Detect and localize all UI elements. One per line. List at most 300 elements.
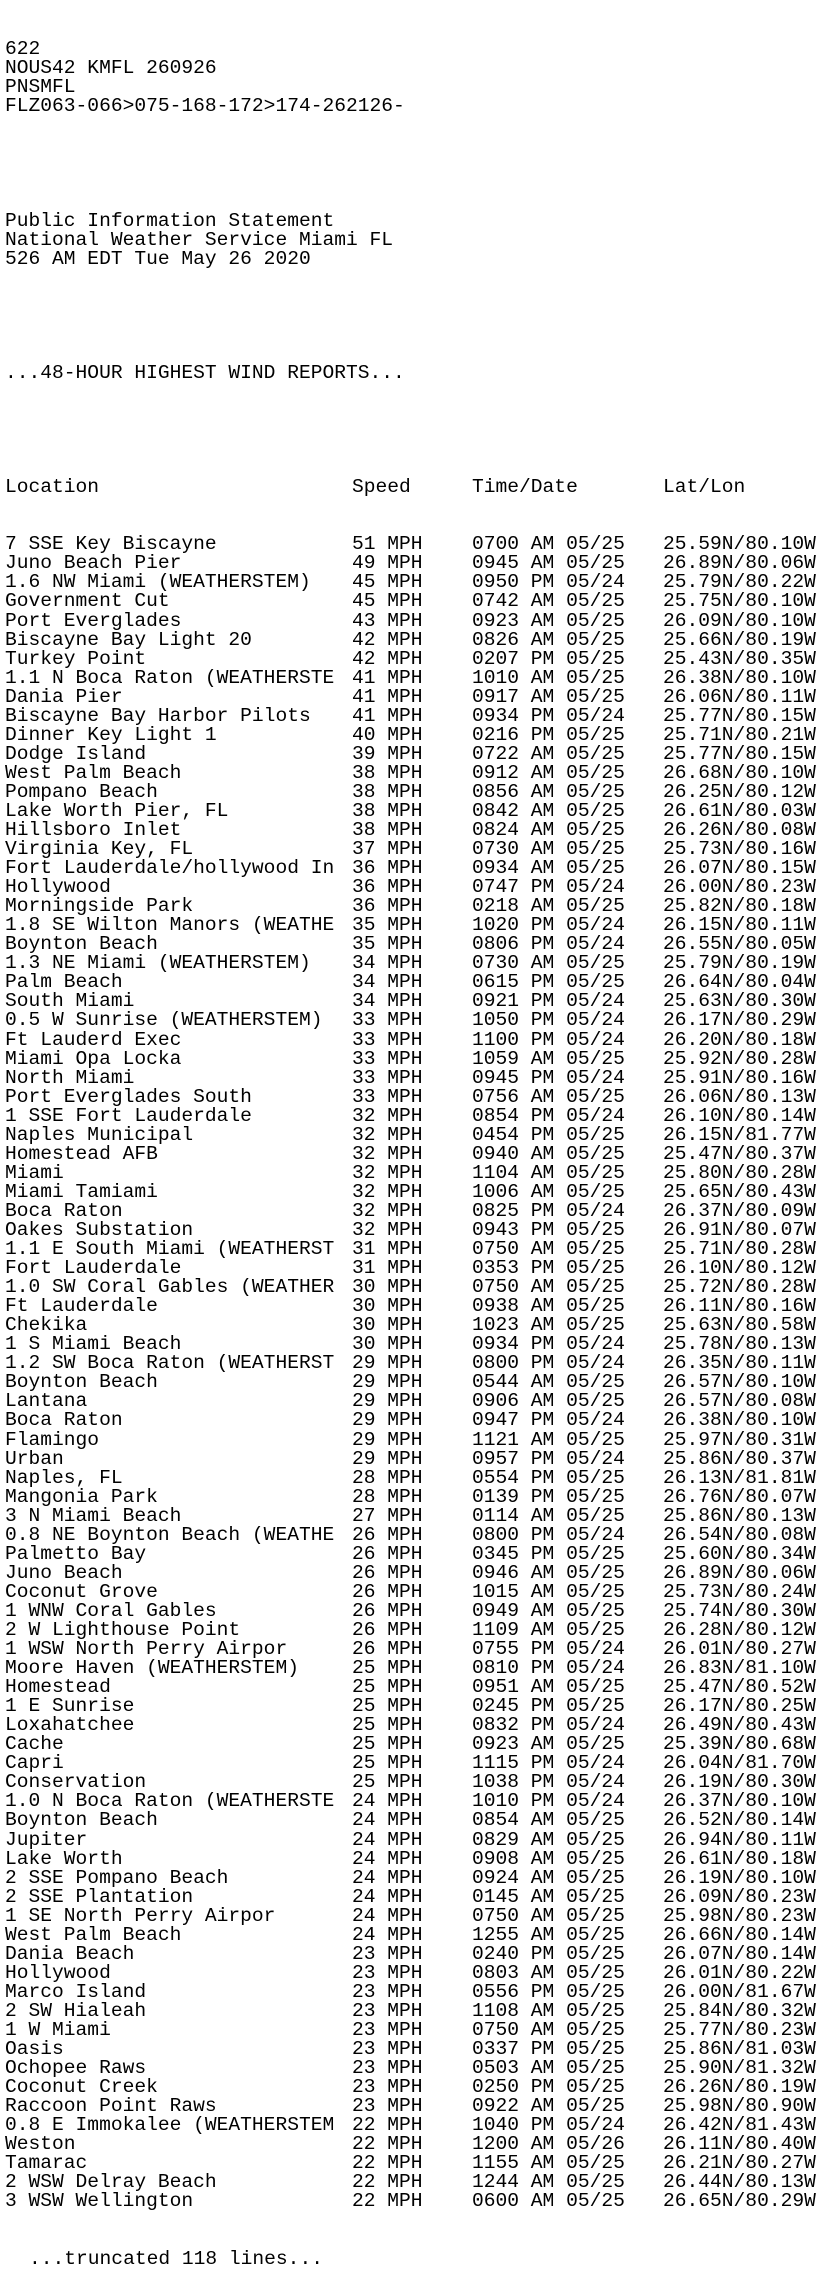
speed-cell: 23 MPH <box>352 1942 423 1965</box>
time-date-cell: 0454 PM 05/25 <box>472 1123 625 1146</box>
time-date-cell: 0917 AM 05/25 <box>472 685 625 708</box>
speed-cell: 24 MPH <box>352 1790 423 1813</box>
time-date-cell: 0806 PM 05/24 <box>472 933 625 956</box>
time-date-cell: 0826 AM 05/25 <box>472 628 625 651</box>
lat-lon-cell: 26.89N/80.06W <box>663 1561 816 1584</box>
lat-lon-cell: 25.82N/80.18W <box>663 895 816 918</box>
location-cell: Biscayne Bay Harbor Pilots <box>5 704 311 727</box>
lat-lon-cell: 26.17N/80.29W <box>663 1009 816 1032</box>
table-row <box>5 647 816 670</box>
speed-cell: 29 MPH <box>352 1409 423 1432</box>
speed-cell: 26 MPH <box>352 1638 423 1661</box>
location-cell: 1 W Miami <box>5 2018 111 2041</box>
speed-cell: 25 MPH <box>352 1733 423 1756</box>
location-cell: Cache <box>5 1733 64 1756</box>
statement-line: 526 AM EDT Tue May 26 2020 <box>5 247 311 270</box>
time-date-cell: 0139 PM 05/25 <box>472 1485 625 1508</box>
speed-cell: 24 MPH <box>352 1923 423 1946</box>
statement-line: Public Information Statement <box>5 209 335 232</box>
lat-lon-cell: 26.11N/80.40W <box>663 2133 816 2156</box>
lat-lon-cell: 25.63N/80.58W <box>663 1314 816 1337</box>
location-cell: 1 S Miami Beach <box>5 1333 182 1356</box>
location-cell: 1.6 NW Miami (WEATHERSTEM) <box>5 571 311 594</box>
table-row <box>5 1447 816 1470</box>
time-date-cell: 0923 AM 05/25 <box>472 1733 625 1756</box>
speed-cell: 25 MPH <box>352 1695 423 1718</box>
lat-lon-cell: 26.52N/80.14W <box>663 1809 816 1832</box>
speed-cell: 31 MPH <box>352 1257 423 1280</box>
location-cell: Lake Worth <box>5 1847 123 1870</box>
time-date-cell: 0245 PM 05/25 <box>472 1695 625 1718</box>
table-row <box>5 1542 816 1565</box>
lat-lon-cell: 25.79N/80.19W <box>663 952 816 975</box>
lat-lon-cell: 25.86N/80.13W <box>663 1504 816 1527</box>
table-row <box>5 2076 816 2099</box>
header-line: PNSMFL <box>5 76 76 99</box>
lat-lon-cell: 26.44N/80.13W <box>663 2171 816 2194</box>
location-cell: 1 E Sunrise <box>5 1695 135 1718</box>
speed-cell: 32 MPH <box>352 1104 423 1127</box>
location-cell: 1 SSE Fort Lauderdale <box>5 1104 252 1127</box>
location-cell: West Palm Beach <box>5 761 182 784</box>
speed-cell: 34 MPH <box>352 971 423 994</box>
lat-lon-cell: 26.37N/80.09W <box>663 1199 816 1222</box>
lat-lon-cell: 25.73N/80.24W <box>663 1580 816 1603</box>
location-cell: 3 WSW Wellington <box>5 2190 194 2213</box>
lat-lon-cell: 26.10N/80.12W <box>663 1257 816 1280</box>
column-lat-lon: Lat/Lon <box>663 476 746 499</box>
location-cell: Government Cut <box>5 590 170 613</box>
speed-cell: 24 MPH <box>352 1809 423 1832</box>
time-date-cell: 1006 AM 05/25 <box>472 1180 625 1203</box>
time-date-cell: 0945 PM 05/24 <box>472 1066 625 1089</box>
speed-cell: 41 MPH <box>352 685 423 708</box>
time-date-cell: 0218 AM 05/25 <box>472 895 625 918</box>
location-cell: Juno Beach <box>5 1561 123 1584</box>
table-row <box>5 2038 816 2061</box>
header-line: NOUS42 KMFL 260926 <box>5 57 217 80</box>
table-row <box>5 1866 816 1889</box>
speed-cell: 29 MPH <box>352 1371 423 1394</box>
time-date-cell: 0750 AM 05/25 <box>472 1276 625 1299</box>
location-cell: 2 SSE Plantation <box>5 1885 194 1908</box>
speed-cell: 22 MPH <box>352 2171 423 2194</box>
table-row <box>5 2171 816 2194</box>
lat-lon-cell: 26.83N/81.10W <box>663 1657 816 1680</box>
lat-lon-cell: 26.42N/81.43W <box>663 2114 816 2137</box>
time-date-cell: 1115 PM 05/24 <box>472 1752 625 1775</box>
lat-lon-cell: 25.63N/80.30W <box>663 990 816 1013</box>
table-row <box>5 1942 816 1965</box>
location-cell: Dania Beach <box>5 1942 135 1965</box>
product-header <box>5 40 405 116</box>
speed-cell: 26 MPH <box>352 1542 423 1565</box>
lat-lon-cell: 25.77N/80.15W <box>663 742 816 765</box>
speed-cell: 29 MPH <box>352 1447 423 1470</box>
table-row <box>5 1885 816 1908</box>
location-cell: Raccoon Point Raws <box>5 2095 217 2118</box>
speed-cell: 26 MPH <box>352 1523 423 1546</box>
speed-cell: 35 MPH <box>352 914 423 937</box>
location-cell: Hillsboro Inlet <box>5 819 182 842</box>
speed-cell: 45 MPH <box>352 590 423 613</box>
time-date-cell: 1010 PM 05/24 <box>472 1790 625 1813</box>
location-cell: Coconut Creek <box>5 2076 158 2099</box>
location-cell: Palmetto Bay <box>5 1542 147 1565</box>
lat-lon-cell: 25.86N/81.03W <box>663 2038 816 2061</box>
location-cell: Chekika <box>5 1314 88 1337</box>
time-date-cell: 0951 AM 05/25 <box>472 1676 625 1699</box>
table-row <box>5 2190 816 2213</box>
time-date-cell: 1121 AM 05/25 <box>472 1428 625 1451</box>
time-date-cell: 1244 AM 05/25 <box>472 2171 625 2194</box>
location-cell: Boca Raton <box>5 1199 123 1222</box>
speed-cell: 30 MPH <box>352 1295 423 1318</box>
lat-lon-cell: 25.43N/80.35W <box>663 647 816 670</box>
speed-cell: 23 MPH <box>352 2095 423 2118</box>
table-row <box>5 1828 816 1851</box>
table-row <box>5 1485 816 1508</box>
location-cell: Pompano Beach <box>5 780 158 803</box>
table-row <box>5 1466 816 1489</box>
time-date-cell: 0938 AM 05/25 <box>472 1295 625 1318</box>
speed-cell: 32 MPH <box>352 1123 423 1146</box>
speed-cell: 32 MPH <box>352 1199 423 1222</box>
location-cell: 0.8 E Immokalee (WEATHERSTEM <box>5 2114 335 2137</box>
time-date-cell: 0207 PM 05/25 <box>472 647 625 670</box>
location-cell: 1 WSW North Perry Airpor <box>5 1638 288 1661</box>
speed-cell: 34 MPH <box>352 952 423 975</box>
speed-cell: 23 MPH <box>352 1980 423 2003</box>
time-date-cell: 0503 AM 05/25 <box>472 2057 625 2080</box>
table-row <box>5 1504 816 1527</box>
lat-lon-cell: 25.72N/80.28W <box>663 1276 816 1299</box>
location-cell: 1.8 SE Wilton Manors (WEATHE <box>5 914 335 937</box>
lat-lon-cell: 26.00N/80.23W <box>663 876 816 899</box>
time-date-cell: 0240 PM 05/25 <box>472 1942 625 1965</box>
speed-cell: 32 MPH <box>352 1161 423 1184</box>
lat-lon-cell: 26.09N/80.23W <box>663 1885 816 1908</box>
location-cell: Biscayne Bay Light 20 <box>5 628 252 651</box>
lat-lon-cell: 25.91N/80.16W <box>663 1066 816 1089</box>
time-date-cell: 1023 AM 05/25 <box>472 1314 625 1337</box>
lat-lon-cell: 26.54N/80.08W <box>663 1523 816 1546</box>
location-cell: 0.5 W Sunrise (WEATHERSTEM) <box>5 1009 323 1032</box>
table-row <box>5 1980 816 2003</box>
lat-lon-cell: 25.98N/80.23W <box>663 1904 816 1927</box>
time-date-cell: 0934 AM 05/25 <box>472 857 625 880</box>
lat-lon-cell: 26.26N/80.08W <box>663 819 816 842</box>
lat-lon-cell: 26.94N/80.11W <box>663 1828 816 1851</box>
location-cell: Urban <box>5 1447 64 1470</box>
location-cell: Marco Island <box>5 1980 147 2003</box>
time-date-cell: 0921 PM 05/24 <box>472 990 625 1013</box>
speed-cell: 39 MPH <box>352 742 423 765</box>
table-row <box>5 1714 816 1737</box>
table-row <box>5 1085 816 1108</box>
lat-lon-cell: 26.13N/81.81W <box>663 1466 816 1489</box>
speed-cell: 22 MPH <box>352 2133 423 2156</box>
report-title: ...48-HOUR HIGHEST WIND REPORTS... <box>5 361 405 384</box>
time-date-cell: 0750 AM 05/25 <box>472 1238 625 1261</box>
time-date-cell: 0145 AM 05/25 <box>472 1885 625 1908</box>
lat-lon-cell: 25.78N/80.13W <box>663 1333 816 1356</box>
location-cell: Conservation <box>5 1771 147 1794</box>
time-date-cell: 1109 AM 05/25 <box>472 1618 625 1641</box>
location-cell: Oasis <box>5 2038 64 2061</box>
speed-cell: 51 MPH <box>352 533 423 556</box>
time-date-cell: 1100 PM 05/24 <box>472 1028 625 1051</box>
speed-cell: 36 MPH <box>352 857 423 880</box>
wind-report-document <box>5 2 816 2288</box>
location-cell: Flamingo <box>5 1428 100 1451</box>
table-row <box>5 2057 816 2080</box>
speed-cell: 23 MPH <box>352 1961 423 1984</box>
time-date-cell: 0945 AM 05/25 <box>472 552 625 575</box>
speed-cell: 42 MPH <box>352 647 423 670</box>
speed-cell: 28 MPH <box>352 1485 423 1508</box>
table-row <box>5 2133 816 2156</box>
table-row <box>5 1028 816 1051</box>
time-date-cell: 0829 AM 05/25 <box>472 1828 625 1851</box>
lat-lon-cell: 26.26N/80.19W <box>663 2076 816 2099</box>
speed-cell: 25 MPH <box>352 1676 423 1699</box>
time-date-cell: 1020 PM 05/24 <box>472 914 625 937</box>
location-cell: 1.0 N Boca Raton (WEATHERSTE <box>5 1790 335 1813</box>
time-date-cell: 0947 PM 05/24 <box>472 1409 625 1432</box>
speed-cell: 35 MPH <box>352 933 423 956</box>
truncation-note: ...truncated 118 lines... <box>29 2247 323 2270</box>
speed-cell: 43 MPH <box>352 609 423 632</box>
location-cell: 2 SW Hialeah <box>5 1999 147 2022</box>
table-row <box>5 1923 816 1946</box>
speed-cell: 41 MPH <box>352 666 423 689</box>
table-row <box>5 1428 816 1451</box>
lat-lon-cell: 26.38N/80.10W <box>663 666 816 689</box>
time-date-cell: 0940 AM 05/25 <box>472 1142 625 1165</box>
location-cell: Miami <box>5 1161 64 1184</box>
speed-cell: 23 MPH <box>352 2018 423 2041</box>
lat-lon-cell: 26.57N/80.08W <box>663 1390 816 1413</box>
header-line: FLZ063-066>075-168-172>174-262126- <box>5 95 405 118</box>
lat-lon-cell: 26.19N/80.30W <box>663 1771 816 1794</box>
time-date-cell: 0114 AM 05/25 <box>472 1504 625 1527</box>
time-date-cell: 0810 PM 05/24 <box>472 1657 625 1680</box>
location-cell: 1 WNW Coral Gables <box>5 1599 217 1622</box>
time-date-cell: 1059 AM 05/25 <box>472 1047 625 1070</box>
time-date-cell: 0912 AM 05/25 <box>472 761 625 784</box>
speed-cell: 23 MPH <box>352 1999 423 2022</box>
time-date-cell: 0906 AM 05/25 <box>472 1390 625 1413</box>
table-row <box>5 1733 816 1756</box>
time-date-cell: 0946 AM 05/25 <box>472 1561 625 1584</box>
speed-cell: 25 MPH <box>352 1771 423 1794</box>
location-cell: North Miami <box>5 1066 135 1089</box>
location-cell: Port Everglades <box>5 609 182 632</box>
lat-lon-cell: 25.74N/80.30W <box>663 1599 816 1622</box>
location-cell: Fort Lauderdale/hollywood In <box>5 857 335 880</box>
speed-cell: 37 MPH <box>352 838 423 861</box>
speed-cell: 36 MPH <box>352 895 423 918</box>
speed-cell: 22 MPH <box>352 2114 423 2137</box>
lat-lon-cell: 26.07N/80.15W <box>663 857 816 880</box>
speed-cell: 29 MPH <box>352 1352 423 1375</box>
table-row <box>5 1047 816 1070</box>
location-cell: Boynton Beach <box>5 1371 158 1394</box>
time-date-cell: 0730 AM 05/25 <box>472 838 625 861</box>
location-cell: 1.1 E South Miami (WEATHERST <box>5 1238 335 1261</box>
lat-lon-cell: 25.73N/80.16W <box>663 838 816 861</box>
table-row <box>5 723 816 746</box>
time-date-cell: 1038 PM 05/24 <box>472 1771 625 1794</box>
table-row <box>5 2018 816 2041</box>
lat-lon-cell: 25.98N/80.90W <box>663 2095 816 2118</box>
location-cell: Boynton Beach <box>5 933 158 956</box>
lat-lon-cell: 25.90N/81.32W <box>663 2057 816 2080</box>
speed-cell: 33 MPH <box>352 1047 423 1070</box>
location-cell: Naples, FL <box>5 1466 123 1489</box>
time-date-cell: 0216 PM 05/25 <box>472 723 625 746</box>
speed-cell: 28 MPH <box>352 1466 423 1489</box>
lat-lon-cell: 26.57N/80.10W <box>663 1371 816 1394</box>
speed-cell: 38 MPH <box>352 819 423 842</box>
location-cell: Moore Haven (WEATHERSTEM) <box>5 1657 299 1680</box>
speed-cell: 24 MPH <box>352 1847 423 1870</box>
lat-lon-cell: 26.64N/80.04W <box>663 971 816 994</box>
location-cell: Port Everglades South <box>5 1085 252 1108</box>
table-row <box>5 2114 816 2137</box>
lat-lon-cell: 26.61N/80.03W <box>663 799 816 822</box>
speed-cell: 26 MPH <box>352 1599 423 1622</box>
time-date-cell: 0337 PM 05/25 <box>472 2038 625 2061</box>
statement-line: National Weather Service Miami FL <box>5 228 394 251</box>
lat-lon-cell: 26.66N/80.14W <box>663 1923 816 1946</box>
location-cell: Dodge Island <box>5 742 147 765</box>
lat-lon-cell: 26.89N/80.06W <box>663 552 816 575</box>
table-row <box>5 590 816 613</box>
speed-cell: 40 MPH <box>352 723 423 746</box>
location-cell: Jupiter <box>5 1828 88 1851</box>
time-date-cell: 0825 PM 05/24 <box>472 1199 625 1222</box>
speed-cell: 41 MPH <box>352 704 423 727</box>
speed-cell: 25 MPH <box>352 1752 423 1775</box>
time-date-cell: 0756 AM 05/25 <box>472 1085 625 1108</box>
location-cell: 1.3 NE Miami (WEATHERSTEM) <box>5 952 311 975</box>
table-row <box>5 666 816 689</box>
table-row <box>5 1104 816 1127</box>
time-date-cell: 0730 AM 05/25 <box>472 952 625 975</box>
location-cell: 1.2 SW Boca Raton (WEATHERST <box>5 1352 335 1375</box>
time-date-cell: 0747 PM 05/24 <box>472 876 625 899</box>
lat-lon-cell: 25.59N/80.10W <box>663 533 816 556</box>
location-cell: South Miami <box>5 990 135 1013</box>
time-date-cell: 0949 AM 05/25 <box>472 1599 625 1622</box>
table-row <box>5 1904 816 1927</box>
time-date-cell: 1200 AM 05/26 <box>472 2133 625 2156</box>
time-date-cell: 0615 PM 05/25 <box>472 971 625 994</box>
table-row <box>5 1123 816 1146</box>
table-row <box>5 1142 816 1165</box>
location-cell: Dania Pier <box>5 685 123 708</box>
speed-cell: 33 MPH <box>352 1085 423 1108</box>
lat-lon-cell: 25.65N/80.43W <box>663 1180 816 1203</box>
lat-lon-cell: 26.06N/80.11W <box>663 685 816 708</box>
table-row <box>5 1847 816 1870</box>
lat-lon-cell: 25.86N/80.37W <box>663 1447 816 1470</box>
report-table-body <box>5 533 816 2213</box>
speed-cell: 42 MPH <box>352 628 423 651</box>
time-date-cell: 0554 PM 05/25 <box>472 1466 625 1489</box>
location-cell: Lantana <box>5 1390 88 1413</box>
location-cell: 7 SSE Key Biscayne <box>5 533 217 556</box>
lat-lon-cell: 26.15N/80.11W <box>663 914 816 937</box>
speed-cell: 26 MPH <box>352 1580 423 1603</box>
location-cell: Hollywood <box>5 1961 111 1984</box>
table-row <box>5 628 816 651</box>
location-cell: Turkey Point <box>5 647 147 670</box>
lat-lon-cell: 26.37N/80.10W <box>663 1790 816 1813</box>
time-date-cell: 0854 AM 05/25 <box>472 1809 625 1832</box>
speed-cell: 26 MPH <box>352 1618 423 1641</box>
lat-lon-cell: 25.84N/80.32W <box>663 1999 816 2022</box>
speed-cell: 22 MPH <box>352 2190 423 2213</box>
location-cell: Homestead AFB <box>5 1142 158 1165</box>
time-date-cell: 0750 AM 05/25 <box>472 1904 625 1927</box>
lat-lon-cell: 25.97N/80.31W <box>663 1428 816 1451</box>
location-cell: Palm Beach <box>5 971 123 994</box>
time-date-cell: 1010 AM 05/25 <box>472 666 625 689</box>
time-date-cell: 0722 AM 05/25 <box>472 742 625 765</box>
column-speed: Speed <box>352 476 411 499</box>
lat-lon-cell: 26.15N/81.77W <box>663 1123 816 1146</box>
location-cell: Boca Raton <box>5 1409 123 1432</box>
location-cell: Capri <box>5 1752 64 1775</box>
location-cell: Mangonia Park <box>5 1485 158 1508</box>
header-line: 622 <box>5 38 41 61</box>
time-date-cell: 0957 PM 05/24 <box>472 1447 625 1470</box>
location-cell: West Palm Beach <box>5 1923 182 1946</box>
location-cell: 2 SSE Pompano Beach <box>5 1866 229 1889</box>
speed-cell: 32 MPH <box>352 1180 423 1203</box>
lat-lon-cell: 25.77N/80.23W <box>663 2018 816 2041</box>
speed-cell: 24 MPH <box>352 1828 423 1851</box>
location-cell: Oakes Substation <box>5 1219 194 1241</box>
lat-lon-cell: 26.28N/80.12W <box>663 1618 816 1641</box>
lat-lon-cell: 26.76N/80.07W <box>663 1485 816 1508</box>
lat-lon-cell: 26.20N/80.18W <box>663 1028 816 1051</box>
lat-lon-cell: 25.80N/80.28W <box>663 1161 816 1184</box>
location-cell: 1.1 N Boca Raton (WEATHERSTE <box>5 666 335 689</box>
speed-cell: 29 MPH <box>352 1428 423 1451</box>
location-cell: Virginia Key, FL <box>5 838 194 861</box>
time-date-cell: 1104 AM 05/25 <box>472 1161 625 1184</box>
speed-cell: 25 MPH <box>352 1714 423 1737</box>
time-date-cell: 0934 PM 05/24 <box>472 1333 625 1356</box>
speed-cell: 30 MPH <box>352 1333 423 1356</box>
time-date-cell: 0856 AM 05/25 <box>472 780 625 803</box>
time-date-cell: 0842 AM 05/25 <box>472 799 625 822</box>
time-date-cell: 1108 AM 05/25 <box>472 1999 625 2022</box>
time-date-cell: 1155 AM 05/25 <box>472 2152 625 2175</box>
speed-cell: 33 MPH <box>352 1066 423 1089</box>
location-cell: Dinner Key Light 1 <box>5 723 217 746</box>
time-date-cell: 0832 PM 05/24 <box>472 1714 625 1737</box>
location-cell: Lake Worth Pier, FL <box>5 799 229 822</box>
speed-cell: 30 MPH <box>352 1314 423 1337</box>
time-date-cell: 0908 AM 05/25 <box>472 1847 625 1870</box>
speed-cell: 38 MPH <box>352 761 423 784</box>
speed-cell: 24 MPH <box>352 1885 423 1908</box>
